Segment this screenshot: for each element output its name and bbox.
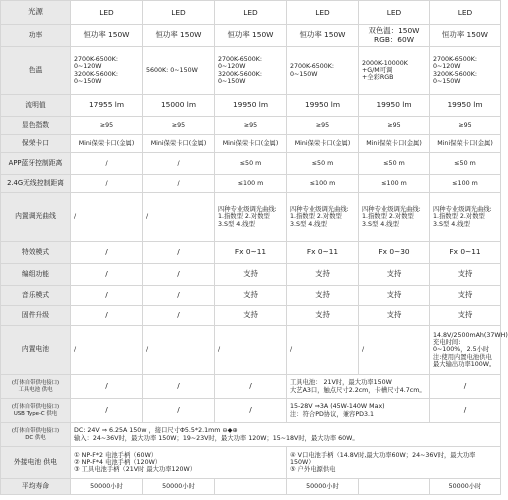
header-led-6: LED — [430, 1, 501, 25]
spec-cell: Mini保荣卡口(金属) — [71, 135, 143, 153]
spec-cell: 恒功率 150W — [430, 25, 501, 47]
spec-row — [1, 135, 501, 153]
spec-cell: 支持 — [359, 286, 430, 306]
spec-cell: 支持 — [430, 286, 501, 306]
spec-cell: 19950 lm — [215, 95, 287, 117]
spec-cell: 支持 — [215, 306, 287, 326]
spec-cell: 支持 — [359, 264, 430, 286]
spec-cell — [215, 479, 287, 495]
spec-cell: 19950 lm — [287, 95, 359, 117]
spec-cell: 19950 lm — [430, 95, 501, 117]
spec-cell: 支持 — [287, 286, 359, 306]
spec-cell: 17955 lm — [71, 95, 143, 117]
spec-cell: ④ V口电池手柄（14.8V时,最大功率60W；24~36V时，最大功率 150W） ⑤ 户外电源供电 — [287, 447, 501, 479]
row-label: 功率 — [1, 25, 71, 47]
spec-cell: Mini保荣卡口(金属) — [143, 135, 215, 153]
spec-cell: Fx 0~11 — [287, 242, 359, 264]
spec-table-body — [1, 1, 508, 495]
spec-cell: 14.8V/2500mAh(37WH) 充电时间: 0~100%，2.5小时 注:使用内置电池供电 最大输出功率100W。 — [430, 326, 501, 375]
spec-cell: 支持 — [215, 264, 287, 286]
spec-cell: ≤100 m — [287, 175, 359, 193]
spec-row — [1, 47, 501, 95]
spec-row — [1, 479, 501, 495]
spec-cell: 50000小时 — [71, 479, 143, 495]
spec-cell: 19950 lm — [359, 95, 430, 117]
spec-cell: 恒功率 150W — [215, 25, 287, 47]
spec-row — [1, 306, 501, 326]
spec-cell: 四种专业级调光曲线: 1.指数型 2.对数型 3.S型 4.线型 — [215, 193, 287, 242]
header-led-4: LED — [287, 1, 359, 25]
row-label: 外接电池 供电 — [1, 447, 71, 479]
spec-row — [1, 25, 501, 47]
spec-cell: / — [215, 399, 287, 423]
spec-cell: DC: 24V ⇒ 6.25A 150w ，接口尺寸Φ5.5*2.1mm ⊖◆⊕ 输入：24~36V时，最大功率 150W；19~23V时，最大功率 120W；15~18V时，最大功率 60W。 — [71, 423, 501, 447]
spec-cell: / — [71, 326, 143, 375]
spec-cell: Mini保荣卡口(金属) — [359, 135, 430, 153]
spec-row — [1, 326, 501, 375]
spec-row — [1, 95, 501, 117]
spec-cell: 支持 — [215, 286, 287, 306]
row-label: 音乐模式 — [1, 286, 71, 306]
spec-cell: 5600K: 0~150W — [143, 47, 215, 95]
spec-cell: Mini保荣卡口(金属) — [215, 135, 287, 153]
spec-cell: 2700K-6500K: 0~150W — [287, 47, 359, 95]
spec-cell: 2700K-6500K: 0~120W 3200K-5600K: 0~150W — [215, 47, 287, 95]
spec-cell: ≤50 m — [430, 153, 501, 175]
row-label: 内置调光曲线 — [1, 193, 71, 242]
spec-cell: / — [71, 264, 143, 286]
header-led-2: LED — [143, 1, 215, 25]
spec-row — [1, 286, 501, 306]
spec-cell: ① NP-F*2 电池手柄（60W） ② NP-F*4 电池手柄（120W） ③ 工具电池手柄（21V时 最大功率120W） — [71, 447, 287, 479]
spec-cell: 2700K-6500K: 0~120W 3200K-5600K: 0~150W — [430, 47, 501, 95]
spec-cell: / — [143, 326, 215, 375]
row-label: 保荣卡口 — [1, 135, 71, 153]
spec-cell: Fx 0~11 — [430, 242, 501, 264]
spec-cell: ≤50 m — [359, 153, 430, 175]
header-led-5: LED — [359, 1, 430, 25]
spec-cell: / — [71, 375, 143, 399]
spec-cell: 工具电池： 21V时，最大功率150W 大艺A3口，触点尺寸2.2cm，卡槽尺寸4.7cm。 — [287, 375, 430, 399]
spec-cell: 2000K-10000K +G/M可调 +全彩RGB — [359, 47, 430, 95]
row-label: 2.4G无线控制距离 — [1, 175, 71, 193]
row-label: 平均寿命 — [1, 479, 71, 495]
row-label: (灯体自带供电接口) 工具电池 供电 — [1, 375, 71, 399]
spec-cell: 15-28V ⇒3A (45W-140W Max) 注：符合PD协议，兼容PD3.1 — [287, 399, 430, 423]
spec-cell: ≥95 — [71, 117, 143, 135]
spec-cell: / — [143, 193, 215, 242]
spec-row — [1, 447, 501, 479]
spec-cell: 支持 — [430, 264, 501, 286]
spec-row — [1, 117, 501, 135]
spec-cell: ≥95 — [430, 117, 501, 135]
spec-row — [1, 153, 501, 175]
header-led-3: LED — [215, 1, 287, 25]
spec-cell: 四种专业级调光曲线: 1.指数型 2.对数型 3.S型 4.线型 — [359, 193, 430, 242]
spec-cell: / — [143, 242, 215, 264]
spec-cell: 50000小时 — [430, 479, 501, 495]
spec-cell: ≤50 m — [287, 153, 359, 175]
spec-cell: ≥95 — [143, 117, 215, 135]
row-label: 内置电池 — [1, 326, 71, 375]
spec-cell: / — [287, 326, 359, 375]
spec-cell: / — [430, 399, 501, 423]
spec-row — [1, 242, 501, 264]
spec-cell: 恒功率 150W — [143, 25, 215, 47]
row-label: 编组功能 — [1, 264, 71, 286]
row-label: 色温 — [1, 47, 71, 95]
spec-cell: ≤50 m — [215, 153, 287, 175]
spec-cell: / — [430, 375, 501, 399]
spec-cell: Fx 0~30 — [359, 242, 430, 264]
spec-cell: / — [143, 175, 215, 193]
spec-cell: 恒功率 150W — [287, 25, 359, 47]
spec-cell — [359, 479, 430, 495]
spec-cell: / — [143, 375, 215, 399]
header-light-source: 光源 — [1, 1, 71, 25]
row-label: (灯体自带供电接口) DC 供电 — [1, 423, 71, 447]
spec-cell: 恒功率 150W — [71, 25, 143, 47]
spec-cell: / — [215, 326, 287, 375]
spec-cell: 双色温：150W RGB：60W — [359, 25, 430, 47]
spec-row — [1, 193, 501, 242]
spec-cell: / — [71, 153, 143, 175]
row-label: 显色指数 — [1, 117, 71, 135]
spec-cell: / — [71, 242, 143, 264]
spec-cell: / — [143, 306, 215, 326]
spec-cell: ≤100 m — [430, 175, 501, 193]
spec-cell: 四种专业级调光曲线: 1.指数型 2.对数型 3.S型 4.线型 — [430, 193, 501, 242]
header-led-1: LED — [71, 1, 143, 25]
spec-row — [1, 375, 501, 399]
spec-cell: ≥95 — [215, 117, 287, 135]
spec-cell: / — [71, 193, 143, 242]
spec-cell: 50000小时 — [143, 479, 215, 495]
spec-row — [1, 175, 501, 193]
spec-cell: 2700K-6500K: 0~120W 3200K-5600K: 0~150W — [71, 47, 143, 95]
spec-cell: / — [71, 399, 143, 423]
spec-cell: Mini保荣卡口(金属) — [287, 135, 359, 153]
row-label: 流明值 — [1, 95, 71, 117]
spec-row — [1, 399, 501, 423]
row-label: (灯体自带供电接口) USB Type-C 供电 — [1, 399, 71, 423]
spec-row — [1, 423, 501, 447]
spec-cell: Fx 0~11 — [215, 242, 287, 264]
spec-cell: 支持 — [359, 306, 430, 326]
spec-cell: 支持 — [287, 264, 359, 286]
spec-cell: / — [143, 153, 215, 175]
spec-cell: / — [71, 306, 143, 326]
spec-cell: Mini保荣卡口(金属) — [430, 135, 501, 153]
spec-cell: ≤100 m — [215, 175, 287, 193]
row-label: 固件升级 — [1, 306, 71, 326]
spec-cell: / — [71, 175, 143, 193]
spec-cell: 四种专业级调光曲线: 1.指数型 2.对数型 3.S型 4.线型 — [287, 193, 359, 242]
spec-cell: / — [143, 399, 215, 423]
header-row — [1, 1, 501, 25]
spec-cell: 15000 lm — [143, 95, 215, 117]
spec-cell: 支持 — [287, 306, 359, 326]
spec-cell: / — [215, 375, 287, 399]
spec-cell: 50000小时 — [287, 479, 359, 495]
spec-row — [1, 264, 501, 286]
spec-cell: / — [143, 264, 215, 286]
spec-cell: ≥95 — [359, 117, 430, 135]
spec-cell: / — [71, 286, 143, 306]
spec-cell: / — [143, 286, 215, 306]
spec-cell: ≥95 — [287, 117, 359, 135]
row-label: APP蓝牙控制距离 — [1, 153, 71, 175]
spec-cell: ≤100 m — [359, 175, 430, 193]
spec-cell: 支持 — [430, 306, 501, 326]
spec-cell: / — [359, 326, 430, 375]
row-label: 特效模式 — [1, 242, 71, 264]
